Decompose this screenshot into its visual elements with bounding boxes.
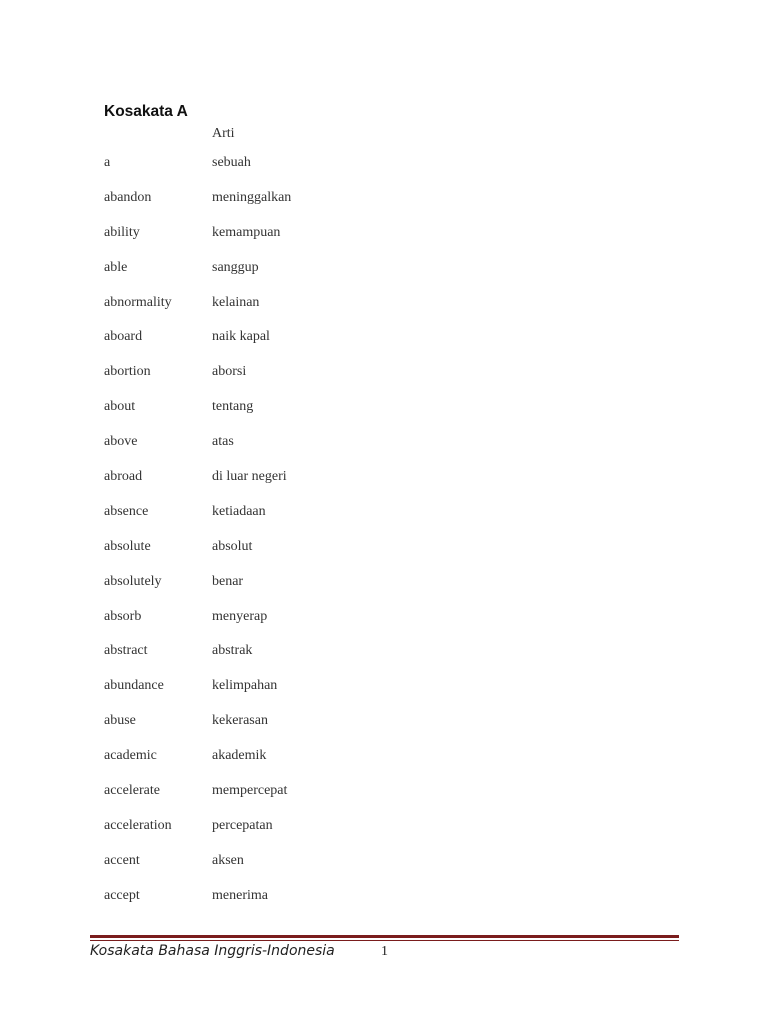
indonesian-meaning: meninggalkan — [212, 189, 292, 205]
footer-rule — [90, 935, 679, 941]
table-row — [104, 574, 404, 609]
english-word: abundance — [104, 678, 164, 694]
indonesian-meaning: kelimpahan — [212, 678, 278, 694]
table-row — [104, 713, 404, 748]
header-meaning: Arti — [212, 126, 235, 141]
english-word: ability — [104, 224, 140, 240]
indonesian-meaning: absolut — [212, 538, 253, 554]
indonesian-meaning: benar — [212, 573, 244, 589]
indonesian-meaning: akademik — [212, 748, 267, 764]
english-word: absolutely — [104, 573, 162, 589]
indonesian-meaning: percepatan — [212, 817, 273, 833]
indonesian-meaning: tentang — [212, 399, 254, 415]
english-word: above — [104, 434, 138, 450]
indonesian-meaning: menyerap — [212, 608, 268, 624]
footer-title: Kosakata Bahasa Inggris-Indonesia — [90, 943, 335, 959]
english-word: abnormality — [104, 294, 172, 310]
english-word: absence — [104, 503, 149, 519]
table-row — [104, 609, 404, 644]
english-word: absorb — [104, 608, 142, 624]
table-header — [104, 100, 404, 155]
indonesian-meaning: di luar negeri — [212, 469, 287, 485]
indonesian-meaning: ketiadaan — [212, 503, 266, 519]
indonesian-meaning: mempercepat — [212, 783, 288, 799]
footer-rule-thick — [90, 935, 679, 938]
table-row — [104, 783, 404, 818]
table-row — [104, 225, 404, 260]
table-row — [104, 399, 404, 434]
english-word: academic — [104, 748, 157, 764]
indonesian-meaning: naik kapal — [212, 329, 270, 345]
english-word: accept — [104, 887, 140, 903]
table-row — [104, 818, 404, 853]
table-row — [104, 469, 404, 504]
english-word: abortion — [104, 364, 151, 380]
indonesian-meaning: kemampuan — [212, 224, 281, 240]
english-word: accelerate — [104, 783, 160, 799]
indonesian-meaning: aborsi — [212, 364, 247, 380]
english-word: absolute — [104, 538, 151, 554]
english-word: about — [104, 399, 136, 415]
indonesian-meaning: abstrak — [212, 643, 253, 659]
table-row — [104, 434, 404, 469]
table-row — [104, 364, 404, 399]
vocabulary-table — [104, 100, 404, 923]
table-row — [104, 504, 404, 539]
english-word: abandon — [104, 189, 152, 205]
table-row — [104, 260, 404, 295]
table-row — [104, 155, 404, 190]
header-word: Kosakata A — [104, 103, 188, 120]
indonesian-meaning: atas — [212, 434, 234, 450]
table-row — [104, 888, 404, 923]
english-word: aboard — [104, 329, 143, 345]
table-row — [104, 190, 404, 225]
table-row — [104, 643, 404, 678]
indonesian-meaning: sebuah — [212, 155, 251, 170]
english-word: accent — [104, 852, 140, 868]
table-body — [104, 155, 404, 923]
english-word: acceleration — [104, 817, 172, 833]
footer-rule-thin — [90, 940, 679, 941]
indonesian-meaning: kelainan — [212, 294, 260, 310]
english-word: abroad — [104, 469, 143, 485]
english-word: abstract — [104, 643, 148, 659]
english-word: a — [104, 155, 111, 170]
table-row — [104, 295, 404, 330]
page-number: 1 — [381, 944, 388, 959]
english-word: able — [104, 259, 128, 275]
table-row — [104, 678, 404, 713]
table-row — [104, 539, 404, 574]
table-row — [104, 329, 404, 364]
table-row — [104, 853, 404, 888]
english-word: abuse — [104, 713, 136, 729]
indonesian-meaning: aksen — [212, 852, 244, 868]
table-row — [104, 748, 404, 783]
indonesian-meaning: sanggup — [212, 259, 259, 275]
indonesian-meaning: kekerasan — [212, 713, 268, 729]
indonesian-meaning: menerima — [212, 887, 268, 903]
